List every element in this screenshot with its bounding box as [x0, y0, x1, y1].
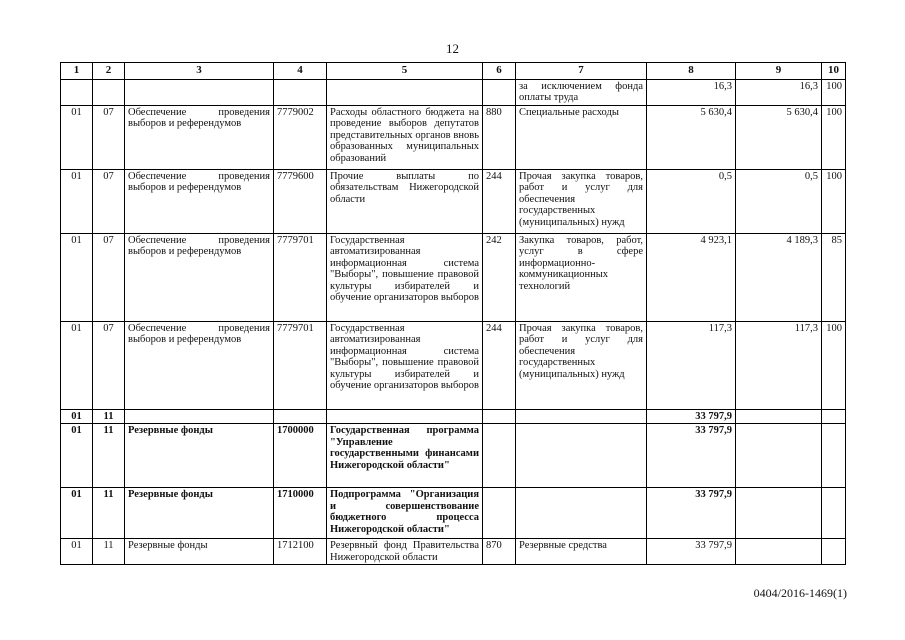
expense-type-code-cell: 880: [483, 105, 516, 169]
subsection-code-cell: 11: [93, 539, 125, 565]
section-name-cell: Обеспечение проведения выборов и референдумов: [125, 169, 274, 233]
table-row: [61, 321, 846, 409]
executed-amount-cell: 0,5: [736, 169, 822, 233]
percent-cell: 100: [822, 105, 846, 169]
column-header: 1: [61, 63, 93, 80]
section-code-cell: 01: [61, 539, 93, 565]
subsection-code-cell: 11: [93, 424, 125, 488]
expense-type-name-cell: Прочая закупка товаров, работ и услуг для обеспечения государственных (муниципальных) нужд: [516, 321, 647, 409]
table-row: [61, 424, 846, 488]
expense-type-code-cell: 244: [483, 169, 516, 233]
target-name-cell: [327, 79, 483, 105]
percent-cell: 85: [822, 233, 846, 321]
expense-type-name-cell: Закупка товаров, работ, услуг в сфере информационно-коммуникационных технологий: [516, 233, 647, 321]
expense-type-code-cell: 244: [483, 321, 516, 409]
table-row: [61, 539, 846, 565]
planned-amount-cell: 33 797,9: [647, 424, 736, 488]
section-name-cell: Обеспечение проведения выборов и референдумов: [125, 321, 274, 409]
expense-type-name-cell: [516, 409, 647, 424]
target-name-cell: Резервный фонд Правительства Нижегородской области: [327, 539, 483, 565]
target-code-cell: 1700000: [274, 424, 327, 488]
planned-amount-cell: 16,3: [647, 79, 736, 105]
expense-type-name-cell: [516, 424, 647, 488]
table-header-row: [61, 63, 846, 80]
document-code: 0404/2016-1469(1): [753, 586, 847, 600]
executed-amount-cell: 117,3: [736, 321, 822, 409]
expense-type-name-cell: [516, 488, 647, 539]
target-code-cell: [274, 409, 327, 424]
column-header: 2: [93, 63, 125, 80]
section-name-cell: Резервные фонды: [125, 488, 274, 539]
percent-cell: 100: [822, 169, 846, 233]
target-code-cell: 7779002: [274, 105, 327, 169]
section-code-cell: 01: [61, 488, 93, 539]
planned-amount-cell: 0,5: [647, 169, 736, 233]
column-header: 5: [327, 63, 483, 80]
page-number: 12: [446, 41, 459, 56]
percent-cell: [822, 539, 846, 565]
column-header: 8: [647, 63, 736, 80]
planned-amount-cell: 33 797,9: [647, 539, 736, 565]
executed-amount-cell: 16,3: [736, 79, 822, 105]
table-row: [61, 79, 846, 105]
subsection-code-cell: [93, 79, 125, 105]
subsection-code-cell: 07: [93, 233, 125, 321]
planned-amount-cell: 4 923,1: [647, 233, 736, 321]
section-name-cell: Обеспечение проведения выборов и референдумов: [125, 105, 274, 169]
section-name-cell: Резервные фонды: [125, 539, 274, 565]
subsection-code-cell: 07: [93, 105, 125, 169]
target-name-cell: Подпрограмма "Организация и совершенствование бюджетного процесса Нижегородской области": [327, 488, 483, 539]
section-code-cell: 01: [61, 409, 93, 424]
executed-amount-cell: [736, 424, 822, 488]
target-name-cell: Государственная автоматизированная информационная система "Выборы", повышение правовой культуры избирателей и обучение организаторов выборов: [327, 321, 483, 409]
section-code-cell: 01: [61, 105, 93, 169]
target-name-cell: Расходы областного бюджета на проведение выборов депутатов представительных органов вновь образованных муниципальных образований: [327, 105, 483, 169]
executed-amount-cell: [736, 409, 822, 424]
table-row: [61, 105, 846, 169]
expense-type-code-cell: [483, 424, 516, 488]
section-name-cell: [125, 79, 274, 105]
target-code-cell: 7779600: [274, 169, 327, 233]
expense-type-name-cell: Специальные расходы: [516, 105, 647, 169]
column-header: 6: [483, 63, 516, 80]
section-name-cell: Обеспечение проведения выборов и референдумов: [125, 233, 274, 321]
subsection-code-cell: 07: [93, 169, 125, 233]
expense-type-name-cell: за исключением фонда оплаты труда: [516, 79, 647, 105]
section-code-cell: 01: [61, 233, 93, 321]
expense-type-name-cell: Прочая закупка товаров, работ и услуг для обеспечения государственных (муниципальных) нужд: [516, 169, 647, 233]
section-code-cell: [61, 79, 93, 105]
expense-type-code-cell: 870: [483, 539, 516, 565]
planned-amount-cell: 5 630,4: [647, 105, 736, 169]
percent-cell: 100: [822, 79, 846, 105]
expense-type-code-cell: [483, 488, 516, 539]
target-code-cell: 7779701: [274, 233, 327, 321]
table-row: [61, 233, 846, 321]
planned-amount-cell: 33 797,9: [647, 409, 736, 424]
target-code-cell: 1712100: [274, 539, 327, 565]
table-row: [61, 488, 846, 539]
target-code-cell: 1710000: [274, 488, 327, 539]
expense-type-code-cell: [483, 79, 516, 105]
percent-cell: [822, 488, 846, 539]
executed-amount-cell: [736, 488, 822, 539]
column-header: 7: [516, 63, 647, 80]
executed-amount-cell: 5 630,4: [736, 105, 822, 169]
expense-type-code-cell: 242: [483, 233, 516, 321]
subsection-code-cell: 11: [93, 488, 125, 539]
expense-type-code-cell: [483, 409, 516, 424]
column-header: 10: [822, 63, 846, 80]
target-name-cell: [327, 409, 483, 424]
executed-amount-cell: 4 189,3: [736, 233, 822, 321]
target-code-cell: 7779701: [274, 321, 327, 409]
section-code-cell: 01: [61, 169, 93, 233]
planned-amount-cell: 33 797,9: [647, 488, 736, 539]
budget-table: [60, 62, 846, 565]
executed-amount-cell: [736, 539, 822, 565]
target-code-cell: [274, 79, 327, 105]
section-name-cell: Резервные фонды: [125, 424, 274, 488]
target-name-cell: Государственная программа "Управление государственными финансами Нижегородской области": [327, 424, 483, 488]
expense-type-name-cell: Резервные средства: [516, 539, 647, 565]
column-header: 9: [736, 63, 822, 80]
target-name-cell: Прочие выплаты по обязательствам Нижегородской области: [327, 169, 483, 233]
section-code-cell: 01: [61, 424, 93, 488]
section-code-cell: 01: [61, 321, 93, 409]
percent-cell: [822, 409, 846, 424]
planned-amount-cell: 117,3: [647, 321, 736, 409]
column-header: 4: [274, 63, 327, 80]
subsection-code-cell: 11: [93, 409, 125, 424]
percent-cell: 100: [822, 321, 846, 409]
table-row: [61, 409, 846, 424]
target-name-cell: Государственная автоматизированная информационная система "Выборы", повышение правовой культуры избирателей и обучение организаторов выборов: [327, 233, 483, 321]
column-header: 3: [125, 63, 274, 80]
table-row: [61, 169, 846, 233]
section-name-cell: [125, 409, 274, 424]
percent-cell: [822, 424, 846, 488]
subsection-code-cell: 07: [93, 321, 125, 409]
